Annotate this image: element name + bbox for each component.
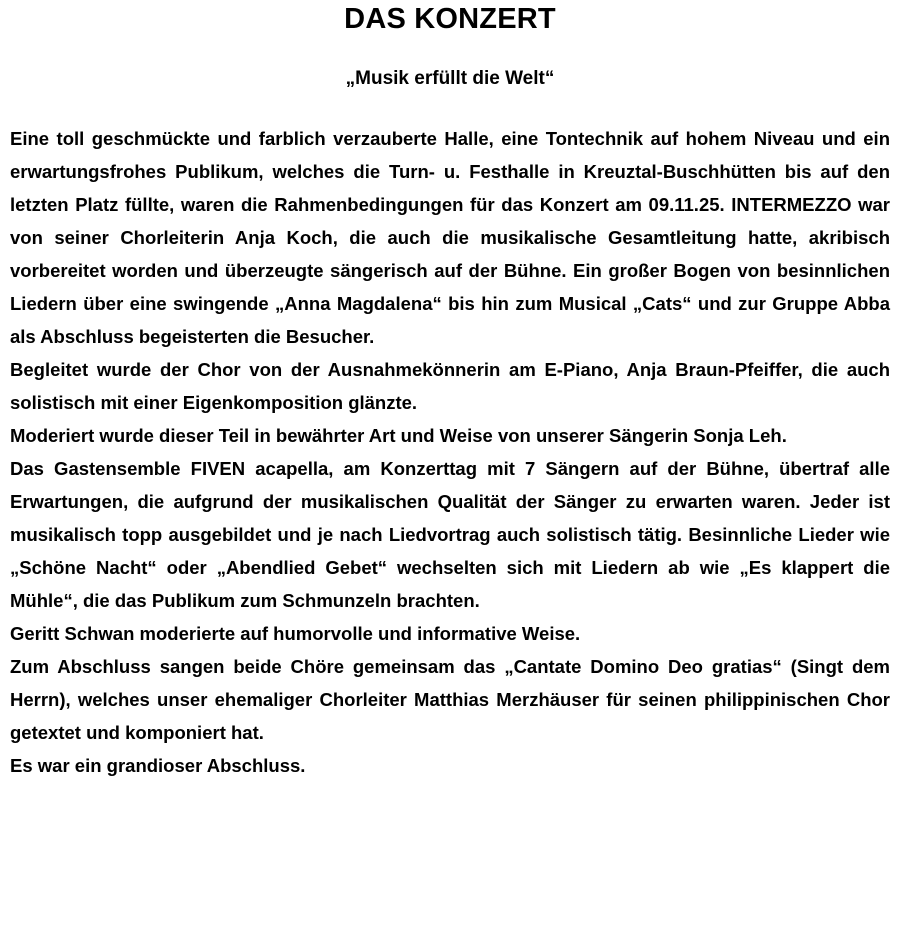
document-page	[0, 4, 900, 930]
page-title: DAS KONZERT	[344, 3, 556, 35]
page-subtitle: „Musik erfüllt die Welt“	[345, 67, 555, 89]
paragraph: Moderiert wurde dieser Teil in bewährter Art und Weise von unserer Sängerin Sonja Leh.	[10, 424, 787, 446]
paragraph: Zum Abschluss sangen beide Chöre gemeinsam das „Cantate Domino Deo gratias“ (Singt dem Herrn), welches unser ehemaliger Chorleiter Matthias Merzhäuser für seinen philippinischen Chor getextet und komponiert hat.	[10, 655, 890, 743]
paragraph: Begleitet wurde der Chor von der Ausnahmekönnerin am E-Piano, Anja Braun-Pfeiffer, die auch solistisch mit einer Eigenkomposition glänzte.	[10, 358, 890, 413]
paragraph: Das Gastensemble FIVEN acapella, am Konzerttag mit 7 Sängern auf der Bühne, übertraf alle Erwartungen, die aufgrund der musikalischen Qualität der Sänger zu erwarten waren. Jeder ist musikalisch topp ausgebildet und je nach Liedvortrag auch solistisch tätig. Besinnliche Lieder wie „Schöne Nacht“ oder „Abendlied Gebet“ wechselten sich mit Liedern ab wie „Es klappert die Mühle“, die das Publikum zum Schmunzeln brachten.	[10, 457, 890, 611]
article-body	[10, 122, 890, 782]
paragraph: Geritt Schwan moderierte auf humorvolle und informative Weise.	[10, 622, 581, 644]
paragraph: Eine toll geschmückte und farblich verzauberte Halle, eine Tontechnik auf hohem Niveau und ein erwartungsfrohes Publikum, welches die Turn- u. Festhalle in Kreuztal-Buschhütten bis auf den letzten Platz füllte, waren die Rahmenbedingungen für das Konzert am 09.11.25. INTERMEZZO war von seiner Chorleiterin Anja Koch, die auch die musikalische Gesamtleitung hatte, akribisch vorbereitet worden und überzeugte sängerisch auf der Bühne. Ein großer Bogen von besinnlichen Liedern über eine swingende „Anna Magdalena“ bis hin zum Musical „Cats“ und zur Gruppe Abba als Abschluss begeisterten die Besucher.	[10, 127, 890, 347]
paragraph: Es war ein grandioser Abschluss.	[10, 754, 306, 776]
